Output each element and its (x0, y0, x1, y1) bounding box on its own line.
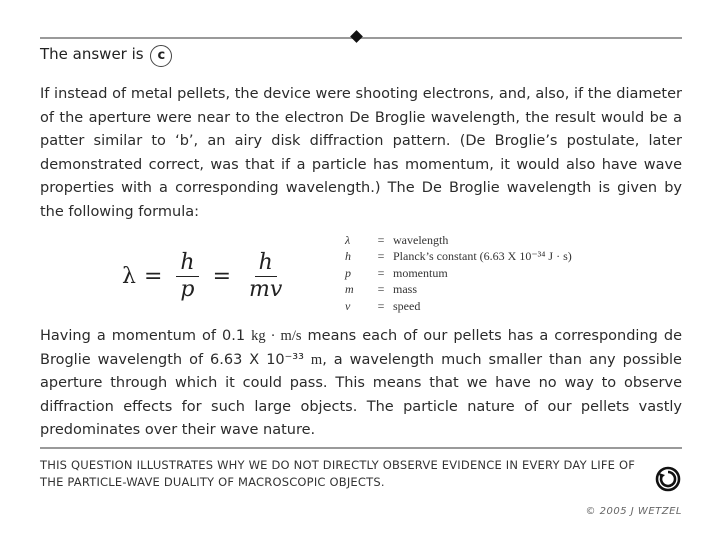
fraction-numerator: h (255, 250, 277, 277)
conclusion-text-b: means each of our pellets has a corresponding de Broglie wavelength of 6.63 X 10⁻³³ (40, 328, 683, 368)
legend-symbol: p (345, 265, 351, 280)
legend-equals: = (377, 282, 385, 297)
divider-rule (40, 447, 682, 449)
formula-lambda: λ (122, 264, 136, 289)
conclusion-text-a: Having a momentum of 0.1 (40, 328, 252, 344)
fraction-denominator: p (180, 277, 195, 302)
legend-symbol: h (345, 249, 351, 264)
fraction-h-over-p (176, 250, 198, 303)
legend-meaning: mass (393, 282, 417, 297)
variable-legend (345, 232, 572, 315)
legend-equals: = (377, 265, 385, 280)
legend-equals: = (377, 232, 385, 247)
fraction-numerator: h (176, 250, 198, 277)
legend-meaning: speed (393, 298, 421, 313)
legend-meaning: wavelength (393, 232, 449, 247)
formula-equals-1: = (143, 264, 163, 289)
de-broglie-formula (122, 250, 292, 303)
legend-symbol: λ (345, 232, 351, 247)
legend-meaning: Planck’s constant (6.63 X 10⁻³⁴ J · s) (393, 249, 572, 264)
answer-letter-badge: c (150, 45, 172, 67)
answer-prefix: The answer is (40, 45, 144, 63)
legend-symbol: v (345, 298, 351, 313)
circular-arrow-logo-icon (655, 466, 681, 492)
wavelength-unit: m (310, 351, 323, 368)
legend-equals: = (377, 249, 385, 264)
fraction-denominator: mv (249, 277, 283, 302)
legend-row (345, 249, 572, 266)
conclusion-paragraph (40, 325, 682, 443)
summary-caption: THIS QUESTION ILLUSTRATES WHY WE DO NOT DIRECTLY OBSERVE EVIDENCE IN EVERY DAY LIFE OF THE PARTICLE-WAVE DUALITY OF MACROSCOPIC OBJECTS. (40, 458, 636, 489)
formula-equals-2: = (212, 264, 231, 289)
explanation-paragraph: If instead of metal pellets, the device were shooting electrons, and, also, if the diameter of the aperture were near to the electron De Broglie wavelength, the result would be a patter similar to ‘b’, an airy disk diffraction pattern. (De Broglie’s postulate, later demonstrated correct, was that if a particle has momentum, it would also have wave properties with a corresponding wavelength.) The De Broglie wavelength is given by the following formula: (40, 86, 682, 220)
legend-symbol: m (345, 282, 354, 297)
answer-line (40, 45, 172, 67)
legend-equals: = (377, 298, 385, 313)
legend-row (345, 282, 572, 299)
diamond-marker-icon (350, 30, 363, 43)
legend-meaning: momentum (393, 265, 448, 280)
fraction-h-over-mv (245, 250, 286, 303)
copyright-notice: © 2005 J WETZEL (585, 506, 682, 517)
legend-row (345, 265, 572, 282)
conclusion-text-c: , a wavelength much smaller than any possible aperture through which it could pass. This means that we have no way to observe diffraction effects for such large objects. The particle nature of our pellets vastly predominates over their wave nature. (40, 351, 682, 438)
legend-row (345, 232, 572, 249)
legend-row (345, 298, 572, 315)
momentum-unit: kg · m/s (251, 328, 302, 344)
